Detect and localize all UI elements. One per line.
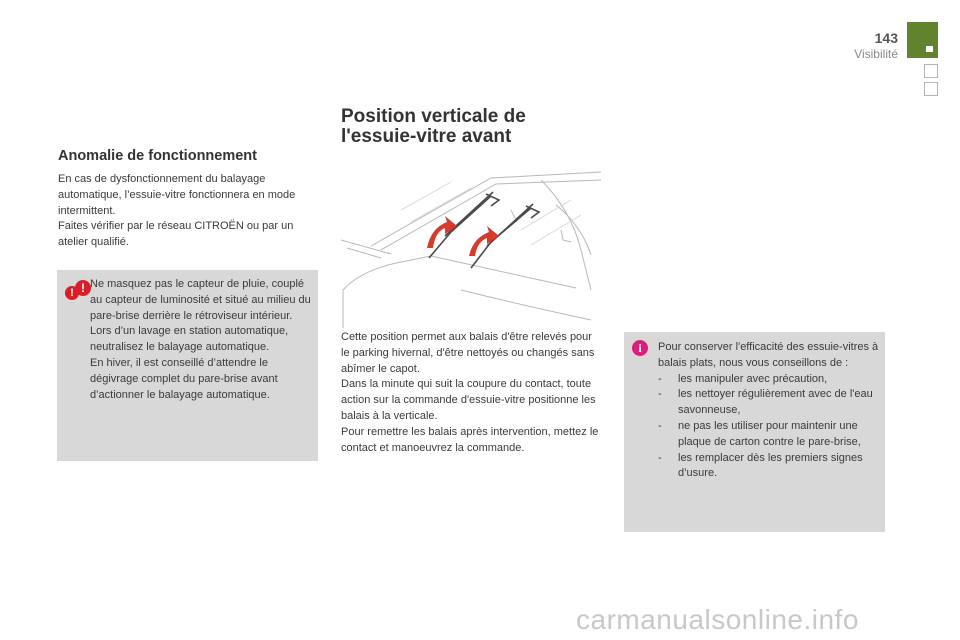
nav-box-1: [924, 64, 938, 78]
left-heading: Anomalie de fonctionnement: [58, 148, 257, 164]
section-label: Visibilité: [854, 47, 898, 61]
info-icon: i: [632, 340, 648, 356]
main-paragraph-2: Dans la minute qui suit la coupure du contact, toute action sur la commande d'essuie-vitre positionne les balais à la verticale.: [341, 378, 596, 422]
list-item: - ne pas les utiliser pour maintenir une plaque de carton contre le pare-brise,: [658, 419, 880, 451]
nav-box-2: [924, 82, 938, 96]
list-item: - les manipuler avec précaution,: [658, 372, 880, 388]
left-paragraph-1: En cas de dysfonctionnement du balayage automatique, l’essuie-vitre fonctionnera en mode intermittent.: [58, 173, 296, 217]
left-text: [58, 172, 316, 251]
left-paragraph-2: Faites vérifier par le réseau CITROËN ou par un atelier qualifié.: [58, 220, 294, 249]
info-list: [658, 372, 880, 483]
warning-paragraph-1: Ne masquez pas le capteur de pluie, couplé au capteur de luminosité et situé au milieu du pare-brise derrière le rétroviseur intérieur.: [90, 278, 311, 322]
main-paragraph-1: Cette position permet aux balais d'être relevés pour le parking hivernal, d'être nettoyés ou changés sans abîmer le capot.: [341, 331, 595, 375]
warning-paragraph-3: En hiver, il est conseillé d’attendre le dégivrage complet du pare-brise avant d’actionner le balayage automatique.: [90, 356, 278, 401]
watermark: carmanualsonline.info: [576, 604, 859, 635]
info-intro: Pour conserver l'efficacité des essuie-vitres à balais plats, nous vous conseillons de :: [658, 341, 879, 369]
exclamation-icon: ! !: [65, 278, 93, 302]
windshield-wiper-illustration: [341, 170, 601, 328]
chapter-tab: [907, 22, 938, 58]
warning-paragraph-2: Lors d’un lavage en station automatique, neutralisez le balayage automatique.: [90, 325, 289, 354]
main-text: [341, 330, 603, 456]
main-paragraph-3: Pour remettre les balais après intervention, mettez le contact et manoeuvrez la commande.: [341, 425, 599, 454]
page-number: 143: [874, 30, 898, 46]
list-item: - les remplacer dès les premiers signes d’usure.: [658, 451, 880, 483]
info-text: [658, 340, 880, 482]
warning-text: [90, 277, 312, 403]
main-heading: Position verticale de l'essuie-vitre avant: [341, 106, 526, 147]
list-item: - les nettoyer régulièrement avec de l'eau savonneuse,: [658, 387, 880, 419]
tab-marker: [926, 46, 933, 52]
